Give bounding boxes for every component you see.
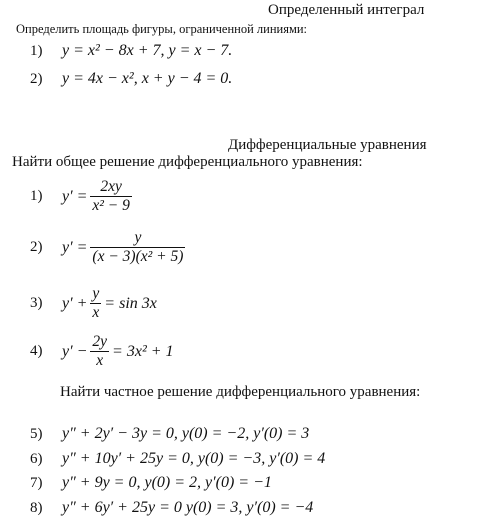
denominator: x — [96, 352, 104, 369]
lhs: y′ = — [62, 238, 88, 256]
problem-1 — [30, 42, 232, 60]
numerator: y — [92, 285, 100, 302]
problem-number: 4) — [30, 343, 43, 359]
problem-number: 5) — [30, 425, 43, 442]
problem-number: 1) — [30, 42, 43, 59]
de-problem-4 — [30, 333, 174, 370]
rhs: = sin 3x — [104, 294, 157, 312]
fraction — [90, 333, 109, 370]
problem-number: 1) — [30, 188, 43, 204]
instruction-general: Найти общее решение дифференциального уравнения: — [12, 154, 363, 170]
fraction — [90, 285, 101, 322]
fraction — [90, 178, 132, 215]
fraction — [90, 229, 185, 266]
de-problem-7 — [30, 474, 272, 492]
section-title-diff-equations: Дифференциальные уравнения — [228, 137, 427, 153]
problem-2 — [30, 70, 232, 88]
denominator: (x − 3)(x² + 5) — [92, 248, 184, 265]
de-problem-6 — [30, 450, 325, 468]
instruction-area: Определить площадь фигуры, ограниченной линиями: — [16, 22, 308, 36]
de-problem-8 — [30, 499, 313, 517]
de-problem-3 — [30, 285, 157, 322]
lhs: y′ + — [62, 294, 88, 312]
problem-equation: y″ + 10y′ + 25y = 0, y(0) = −3, y′(0) = 4 — [62, 450, 326, 467]
numerator: 2xy — [100, 178, 122, 195]
section-title-definite-integral: Определенный интеграл — [268, 2, 425, 18]
problem-number: 6) — [30, 450, 43, 467]
denominator: x — [92, 304, 100, 321]
problem-number: 2) — [30, 70, 43, 87]
numerator: 2y — [92, 333, 108, 350]
problem-number: 2) — [30, 239, 43, 255]
numerator: y — [134, 229, 142, 246]
problem-equation: y″ + 6y′ + 25y = 0 y(0) = 3, y′(0) = −4 — [62, 499, 314, 516]
de-problem-1 — [30, 178, 135, 215]
denominator: x² − 9 — [92, 197, 130, 214]
problem-equation: y″ + 2y′ − 3y = 0, y(0) = −2, y′(0) = 3 — [62, 425, 310, 442]
de-problem-2 — [30, 229, 188, 266]
problem-number: 8) — [30, 499, 43, 516]
instruction-particular: Найти частное решение дифференциального уравнения: — [60, 384, 421, 400]
problem-equation: y″ + 9y = 0, y(0) = 2, y′(0) = −1 — [62, 474, 272, 491]
problem-equation: y = 4x − x², x + y − 4 = 0. — [62, 70, 233, 87]
de-problem-5 — [30, 425, 309, 443]
rhs: = 3x² + 1 — [112, 342, 174, 360]
lhs: y′ = — [62, 187, 88, 205]
problem-number: 7) — [30, 474, 43, 491]
problem-number: 3) — [30, 295, 43, 311]
problem-equation: y = x² − 8x + 7, y = x − 7. — [62, 42, 233, 59]
lhs: y′ − — [62, 342, 88, 360]
